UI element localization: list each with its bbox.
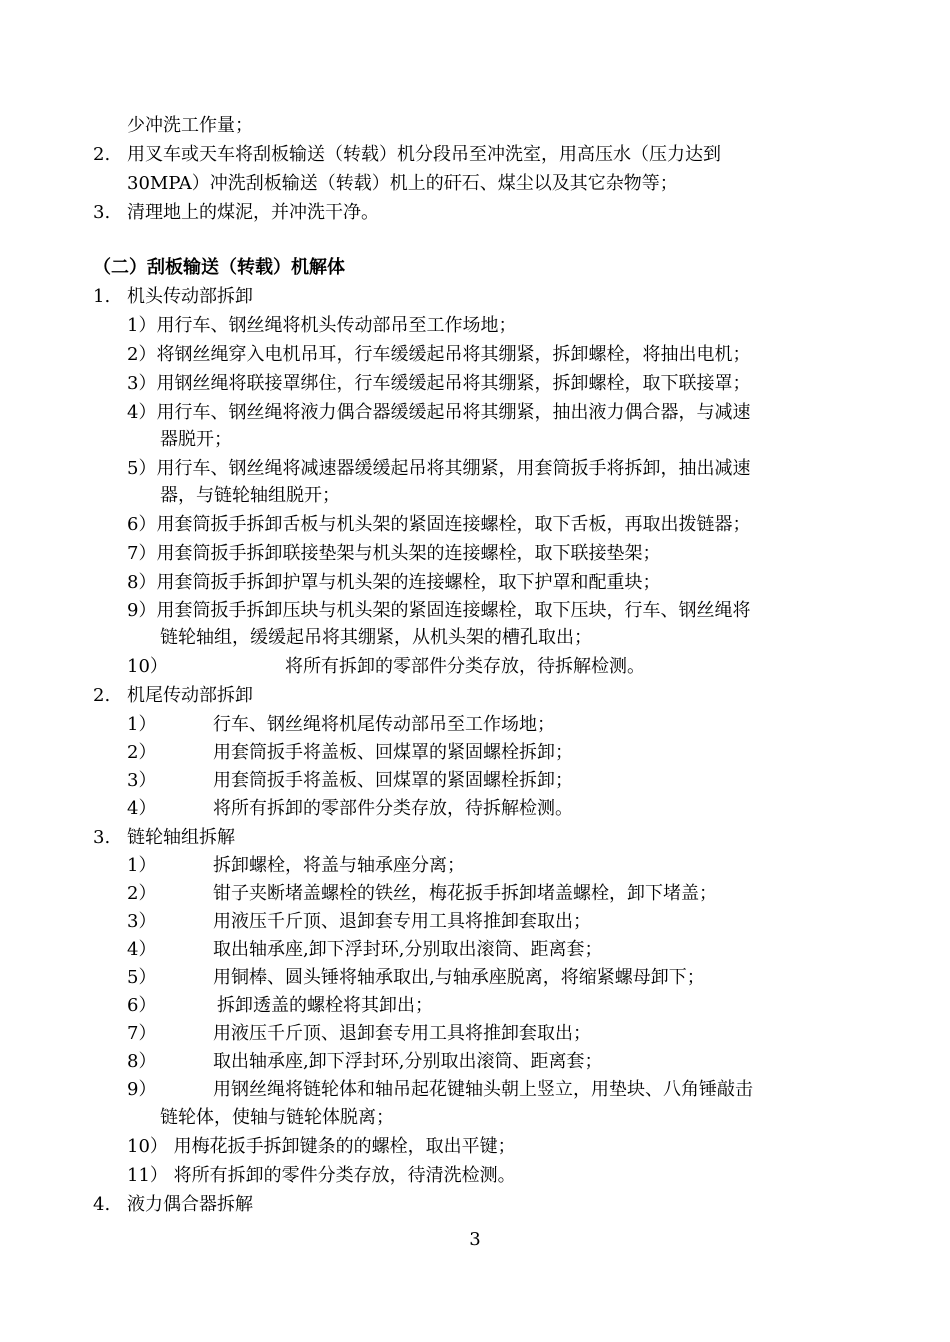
list-number: 1. xyxy=(93,286,111,307)
step-number: 2） xyxy=(127,883,157,904)
step-number: 6） xyxy=(127,995,157,1016)
page-number: 3 xyxy=(469,1229,481,1250)
step-number: 3） xyxy=(127,770,157,791)
step-item-continued: 链轮轴组，缓缓起吊将其绷紧，从机头架的槽孔取出； xyxy=(160,627,592,648)
step-text: 取出轴承座,卸下浮封环,分别取出滚筒、距离套； xyxy=(213,1051,603,1072)
step-item-continued: 器脱开； xyxy=(160,429,232,450)
list-item-text-continued: 30MPA）冲洗刮板输送（转载）机上的矸石、煤尘以及其它杂物等； xyxy=(127,173,678,194)
step-text: 钳子夹断堵盖螺栓的铁丝，梅花扳手拆卸堵盖螺栓，卸下堵盖； xyxy=(213,883,717,904)
list-number: 4. xyxy=(93,1194,111,1215)
step-item: 9）用套筒扳手拆卸压块与机头架的紧固连接螺栓，取下压块，行车、钢丝绳将 xyxy=(127,600,751,621)
step-text: 用套筒扳手将盖板、回煤罩的紧固螺栓拆卸； xyxy=(213,770,573,791)
list-item-text: 清理地上的煤泥，并冲洗干净。 xyxy=(127,202,379,223)
step-item: 5）用行车、钢丝绳将减速器缓缓起吊将其绷紧，用套筒扳手将拆卸，抽出减速 xyxy=(127,458,751,479)
step-number: 9） xyxy=(127,1079,157,1100)
step-text: 用钢丝绳将链轮体和轴吊起花键轴头朝上竖立，用垫块、八角锤敲击 xyxy=(213,1079,753,1100)
list-number: 3. xyxy=(93,202,111,223)
step-text: 行车、钢丝绳将机尾传动部吊至工作场地； xyxy=(213,714,555,735)
step-item: 1）用行车、钢丝绳将机头传动部吊至工作场地； xyxy=(127,315,517,336)
subsection-title: 机头传动部拆卸 xyxy=(127,286,253,307)
list-number: 3. xyxy=(93,827,111,848)
step-item: 11） 将所有拆卸的零件分类存放，待清洗检测。 xyxy=(127,1165,516,1186)
step-item-continued: 链轮体，使轴与链轮体脱离； xyxy=(160,1107,394,1128)
step-number: 4） xyxy=(127,798,157,819)
step-item: 6）用套筒扳手拆卸舌板与机头架的紧固连接螺栓，取下舌板，再取出拨链器； xyxy=(127,514,751,535)
step-text: 将所有拆卸的零部件分类存放，待拆解检测。 xyxy=(213,798,573,819)
list-number: 2. xyxy=(93,144,111,165)
step-number: 7） xyxy=(127,1023,157,1044)
step-number: 1） xyxy=(127,855,157,876)
step-text: 拆卸螺栓，将盖与轴承座分离； xyxy=(213,855,465,876)
step-item: 4）用行车、钢丝绳将液力偶合器缓缓起吊将其绷紧，抽出液力偶合器，与减速 xyxy=(127,402,751,423)
step-item: 8）用套筒扳手拆卸护罩与机头架的连接螺栓，取下护罩和配重块； xyxy=(127,572,661,593)
step-text: 用套筒扳手将盖板、回煤罩的紧固螺栓拆卸； xyxy=(213,742,573,763)
step-text: 取出轴承座,卸下浮封环,分别取出滚筒、距离套； xyxy=(213,939,603,960)
step-item: 2）将钢丝绳穿入电机吊耳，行车缓缓起吊将其绷紧，拆卸螺栓，将抽出电机； xyxy=(127,344,751,365)
intro-continuation-line: 少冲洗工作量； xyxy=(127,115,253,136)
step-text: 用铜棒、圆头锤将轴承取出,与轴承座脱离，将缩紧螺母卸下； xyxy=(213,967,705,988)
step-text: 拆卸透盖的螺栓将其卸出； xyxy=(217,995,433,1016)
step-number: 1） xyxy=(127,714,157,735)
step-number: 8） xyxy=(127,1051,157,1072)
step-text: 用液压千斤顶、退卸套专用工具将推卸套取出； xyxy=(213,911,591,932)
step-item: 10） 用梅花扳手拆卸键条的的螺栓，取出平键； xyxy=(127,1136,516,1157)
step-text: 将所有拆卸的零部件分类存放，待拆解检测。 xyxy=(285,656,645,677)
step-number: 3） xyxy=(127,911,157,932)
step-item: 3）用钢丝绳将联接罩绑住，行车缓缓起吊将其绷紧，拆卸螺栓，取下联接罩； xyxy=(127,373,751,394)
section-heading: （二）刮板输送（转载）机解体 xyxy=(93,257,345,278)
subsection-title: 链轮轴组拆解 xyxy=(127,827,235,848)
step-number: 10） xyxy=(127,656,168,677)
step-number: 4） xyxy=(127,939,157,960)
step-item: 7）用套筒扳手拆卸联接垫架与机头架的连接螺栓，取下联接垫架； xyxy=(127,543,661,564)
subsection-title: 液力偶合器拆解 xyxy=(127,1194,253,1215)
step-item-continued: 器，与链轮轴组脱开； xyxy=(160,485,340,506)
list-item-text: 用叉车或天车将刮板输送（转载）机分段吊至冲洗室，用高压水（压力达到 xyxy=(127,144,721,165)
list-number: 2. xyxy=(93,685,111,706)
subsection-title: 机尾传动部拆卸 xyxy=(127,685,253,706)
step-number: 5） xyxy=(127,967,157,988)
step-text: 用液压千斤顶、退卸套专用工具将推卸套取出； xyxy=(213,1023,591,1044)
step-number: 2） xyxy=(127,742,157,763)
